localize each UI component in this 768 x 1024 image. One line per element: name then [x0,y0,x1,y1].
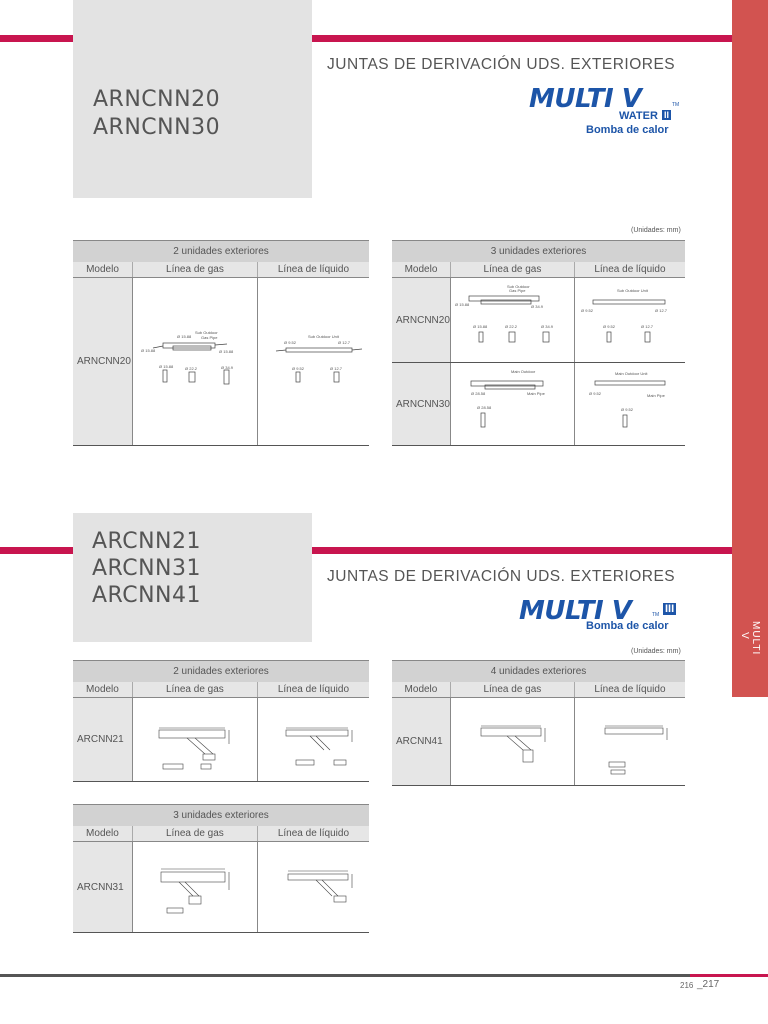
table-header: 4 unidades exteriores [392,661,685,683]
accent-bar [0,35,73,42]
row-model: ARNCNN30 [392,363,450,446]
svg-text:Main Outdoor: Main Outdoor [510,369,536,374]
svg-text:Ø 15.88: Ø 15.88 [218,349,234,354]
svg-text:Ø 9.52: Ø 9.52 [580,308,593,313]
footer-accent [690,974,768,977]
col-liquid: Línea de líquido [574,682,685,698]
logo-water: WATER [619,110,658,122]
row-model: ARNCNN20 [392,278,450,363]
units-note: (Unidades: mm) [631,227,681,234]
col-liquid: Línea de líquido [257,262,369,278]
liquid-pipe-diagram [258,278,370,446]
gas-diagram-cell [450,363,574,446]
col-model: Modelo [73,682,132,698]
col-gas: Línea de gas [132,262,257,278]
logo-tm: TM [672,102,680,108]
gas-diagram-cell [132,698,257,782]
side-tab [732,0,768,697]
logo-text: MULTI V [519,596,632,626]
gas-pipe-diagram [451,363,575,446]
svg-text:Ø 15.88: Ø 15.88 [158,364,174,369]
col-gas: Línea de gas [450,262,574,278]
gas-diagram-cell [450,278,574,363]
svg-text:Ø 22.2: Ø 22.2 [184,366,197,371]
row-model: ARCNN31 [73,842,132,933]
table-4-units [392,660,685,786]
svg-text:Gas Pipe: Gas Pipe [200,335,218,340]
table-2-units [73,660,369,782]
svg-text:Ø 34.9: Ø 34.9 [530,304,543,309]
table-2-units [73,240,369,446]
col-liquid: Línea de líquido [574,262,685,278]
col-model: Modelo [73,826,132,842]
svg-text:Sub Outdoor Unit: Sub Outdoor Unit [307,334,339,339]
gas-pipe-diagram [133,278,258,446]
svg-text:Ø 15.88: Ø 15.88 [176,334,192,339]
model-name: ARCNN21 [92,529,202,554]
svg-text:Main Pipe: Main Pipe [646,393,665,398]
liquid-pipe-diagram [258,698,370,782]
svg-text:Ø 12.7: Ø 12.7 [337,340,350,345]
side-tab-label: MULTI V [739,621,761,656]
gas-pipe-diagram [451,698,575,786]
logo-subtitle: Bomba de calor [586,124,669,136]
svg-text:Ø 28.58: Ø 28.58 [470,391,486,396]
page-number-right: _217 [697,979,720,990]
liquid-diagram-cell [574,278,685,363]
page-number-left: 216 [680,981,694,990]
accent-bar [0,547,73,554]
liquid-pipe-diagram [575,363,686,446]
table-header: 2 unidades exteriores [73,241,369,263]
liquid-diagram-cell [574,698,685,786]
svg-text:Ø 12.7: Ø 12.7 [329,366,342,371]
svg-text:Ø 15.88: Ø 15.88 [454,302,470,307]
col-liquid: Línea de líquido [257,826,369,842]
svg-text:Sub Outdoor Unit: Sub Outdoor Unit [616,288,648,293]
row-model: ARCNN21 [73,698,132,782]
gas-pipe-diagram [133,842,258,933]
svg-text:Ø 9.52: Ø 9.52 [588,391,601,396]
accent-bar [312,547,732,554]
multi-v-logo [519,596,689,636]
svg-text:Main Pipe: Main Pipe [526,391,545,396]
model-name: ARNCNN20 [93,87,221,112]
gas-diagram-cell [132,842,257,933]
svg-text:Ø 34.9: Ø 34.9 [540,324,553,329]
svg-text:Ø 15.88: Ø 15.88 [140,348,156,353]
gas-pipe-diagram [451,278,575,363]
svg-text:Sub Outdoor: Sub Outdoor [194,330,218,335]
model-name: ARCNN31 [92,556,202,581]
liquid-diagram-cell [574,363,685,446]
svg-text:Ø 9.52: Ø 9.52 [283,340,296,345]
liquid-diagram-cell [257,698,369,782]
logo-roman: II [664,110,670,120]
svg-text:Ø 22.2: Ø 22.2 [504,324,517,329]
gas-diagram-cell [132,278,257,446]
svg-text:Gas Pipe: Gas Pipe [508,288,526,293]
model-name: ARNCNN30 [93,115,221,140]
table-3-units [73,804,369,933]
section-title: JUNTAS DE DERIVACIÓN UDS. EXTERIORES [327,568,676,585]
table-header: 3 unidades exteriores [392,241,685,263]
liquid-diagram-cell [257,842,369,933]
footer-line [0,974,768,977]
gas-diagram-cell [450,698,574,786]
accent-bar [312,35,732,42]
svg-text:Sub Outdoor: Sub Outdoor [506,284,530,289]
col-model: Modelo [392,262,450,278]
model-name: ARCNN41 [92,583,202,608]
svg-text:Ø 9.52: Ø 9.52 [602,324,615,329]
row-model: ARNCNN20 [73,278,132,446]
svg-text:Main Outdoor Unit: Main Outdoor Unit [614,371,648,376]
col-model: Modelo [73,262,132,278]
liquid-pipe-diagram [575,278,686,363]
logo-text: MULTI V [529,84,642,114]
liquid-pipe-diagram [258,842,370,933]
svg-text:Ø 28.58: Ø 28.58 [476,405,492,410]
col-gas: Línea de gas [132,682,257,698]
svg-text:Ø 9.52: Ø 9.52 [291,366,304,371]
logo-subtitle: Bomba de calor [586,620,669,632]
svg-text:Ø 15.88: Ø 15.88 [472,324,488,329]
units-note: (Unidades: mm) [631,648,681,655]
logo-tm: TM [652,612,660,618]
liquid-diagram-cell [257,278,369,446]
multi-v-logo [529,84,689,140]
col-gas: Línea de gas [450,682,574,698]
table-header: 2 unidades exteriores [73,661,369,683]
svg-text:Ø 12.7: Ø 12.7 [654,308,667,313]
table-3-units [392,240,685,446]
section-title: JUNTAS DE DERIVACIÓN UDS. EXTERIORES [327,56,676,73]
col-model: Modelo [392,682,450,698]
liquid-pipe-diagram [575,698,686,786]
logo-roman: III [665,603,675,615]
row-model: ARCNN41 [392,698,450,786]
svg-text:Ø 34.9: Ø 34.9 [220,365,233,370]
gas-pipe-diagram [133,698,258,782]
svg-text:Ø 12.7: Ø 12.7 [640,324,653,329]
svg-text:Ø 9.52: Ø 9.52 [620,407,633,412]
col-liquid: Línea de líquido [257,682,369,698]
table-header: 3 unidades exteriores [73,805,369,827]
col-gas: Línea de gas [132,826,257,842]
